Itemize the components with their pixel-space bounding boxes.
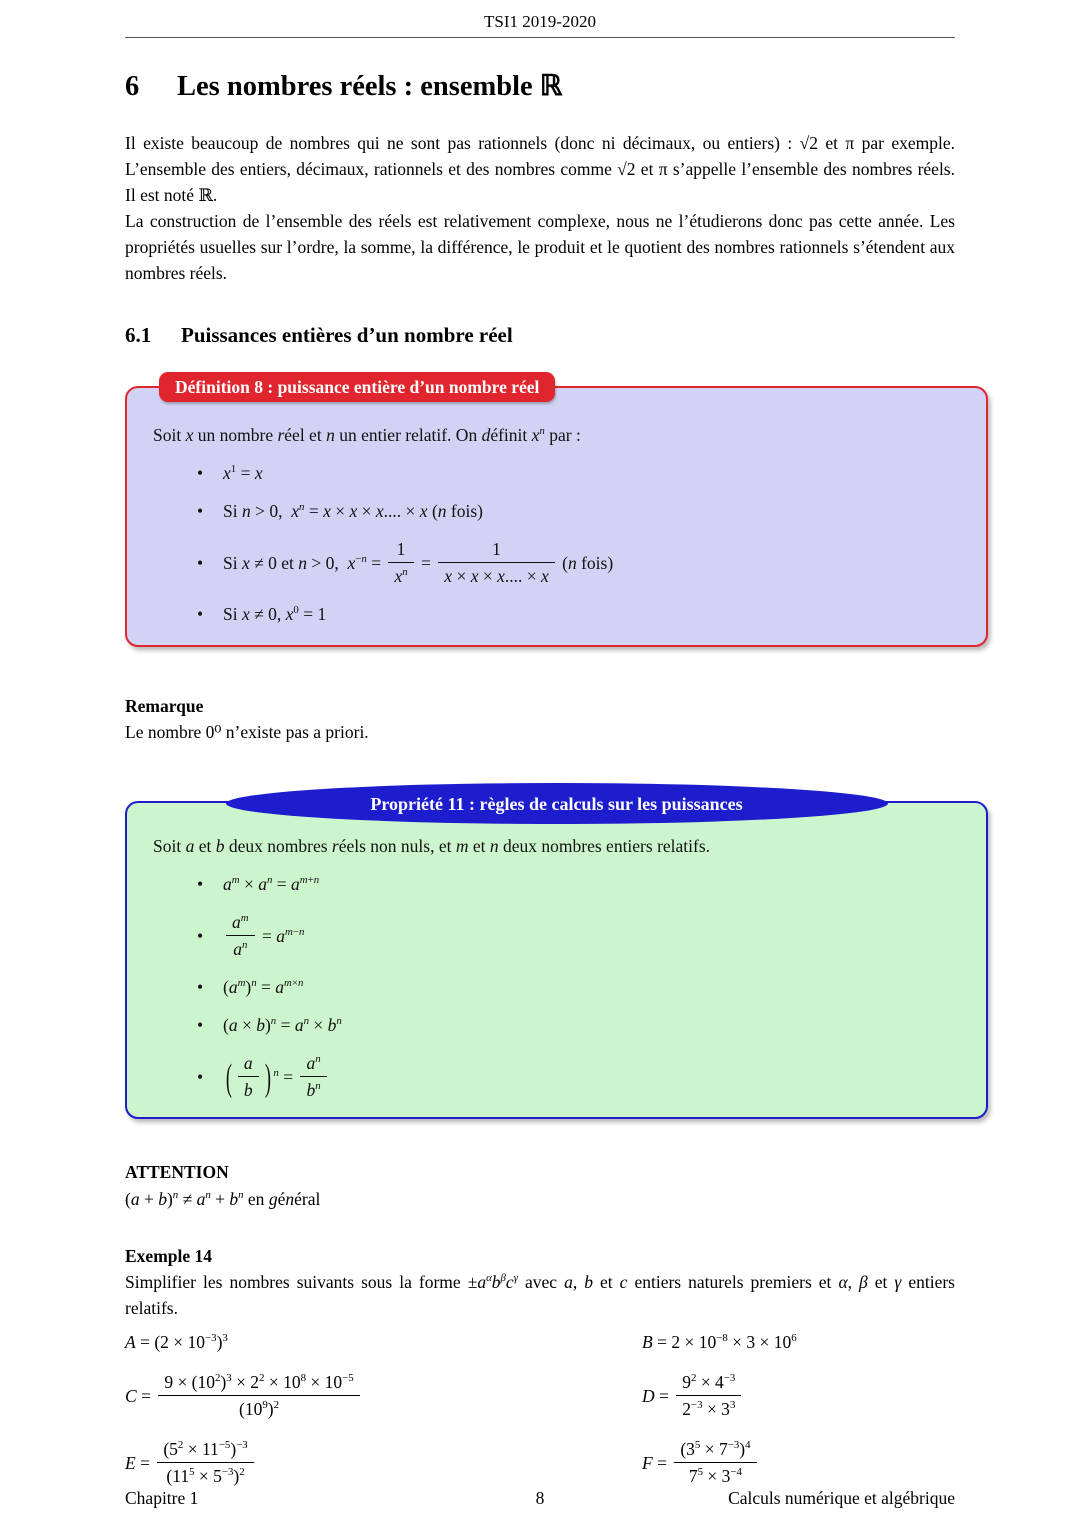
remark-heading: Remarque: [125, 696, 204, 716]
subsection-title: Puissances entières d’un nombre réel: [181, 323, 513, 347]
footer-chapter: Chapitre 1: [125, 1488, 199, 1508]
example-text: Simplifier les nombres suivants sous la forme $\pm a^\alpha b^\beta c^\gamma$ avec a, b et c entiers naturels premiers et α, β et γ entiers relatifs.: [125, 1272, 955, 1318]
definition-item: • $x^1 = x$: [197, 460, 960, 486]
definition-item: • Si n > 0, $x^n = x \times x \times x$.... × x (n fois): [197, 498, 960, 524]
property-item: • $\frac{a^m}{a^n}$ = $a^{m-n}$: [197, 909, 960, 962]
footer-page-number: 8: [535, 1488, 545, 1508]
property-item: • ( $\frac{a}{b}$ ) $^n$ = $\frac{a^n}{b^n}$: [197, 1050, 960, 1103]
definition-badge: Définition 8 : puissance entière d’un nombre réel: [159, 372, 555, 402]
property-item: • $a^m \times a^n = a^{m+n}$: [197, 871, 960, 897]
section-title: Les nombres réels : ensemble ℝ: [177, 71, 563, 102]
example-block: [125, 1243, 955, 1321]
intro-paragraph-1: Il existe beaucoup de nombres qui ne sont pas rationnels (donc ni décimaux, ou entiers) : √2 et π par exemple. L’ensemble des entiers, décimaux, rationnels et des nombres comme √2 et π s’appelle l’ensemble des nombres réels. Il est noté ℝ.: [125, 133, 955, 205]
footer-title: Calculs numérique et algébrique: [728, 1488, 955, 1508]
page-footer: [125, 1485, 955, 1511]
expression-c: C = $\frac{9 \times (10^2)^3 \times 2^2 \times 10^8 \times 10^{-5}}{(10^9)^2}$: [125, 1369, 642, 1422]
property-intro: Soit a et b deux nombres réels non nuls, et m et n deux nombres entiers relatifs.: [153, 836, 711, 856]
expression-a: $A = (2 \times 10^{-3})^3$: [125, 1332, 228, 1352]
property-list: [153, 871, 960, 1103]
header-rule: [125, 37, 955, 38]
remark-text: Le nombre 0⁰ n’existe pas a priori.: [125, 722, 369, 742]
subsection-number: 6.1: [125, 323, 152, 347]
property-badge: Propriété 11 : règles de calculs sur les puissances: [226, 783, 888, 824]
header-title: TSI1 2019-2020: [484, 12, 596, 31]
definition-item: • Si x ≠ 0, $x^0 = 1$: [197, 601, 960, 627]
intro-paragraph-2: La construction de l’ensemble des réels est relativement complexe, nous ne l’étudierons donc pas cette année. Les propriétés usuelles sur l’ordre, la somme, la différence, le produit et le quotient des nombres rationnels s’étendent aux nombres réels.: [125, 211, 955, 283]
example-heading: Exemple 14: [125, 1246, 213, 1266]
expression-f: F = $\frac{(3^5 \times 7^{-3})^4}{7^5 \times 3^{-4}}$: [642, 1436, 955, 1489]
definition-list: [153, 460, 960, 627]
attention-formula: $(a + b)^n \ne a^n + b^n$ en général: [125, 1189, 321, 1209]
remark-block: [125, 693, 955, 745]
definition-intro: Soit x un nombre réel et n un entier relatif. On définit $x^n$ par :: [153, 425, 581, 445]
definition-item: • Si x ≠ 0 et n > 0, $x^{-n}$ = $\frac{1}{x^n}$ = $\frac{1}{x \times x \times x.... \times x}$ (n fois): [197, 536, 960, 589]
definition-box: [125, 377, 988, 647]
subsection-heading: [125, 322, 955, 348]
section-number: 6: [125, 71, 140, 102]
expression-b: $B = 2 \times 10^{-8} \times 3 \times 10^6$: [642, 1332, 797, 1352]
example-expressions: [125, 1329, 955, 1489]
property-item: • $(a \times b)^n = a^n \times b^n$: [197, 1012, 960, 1038]
section-heading: [125, 70, 955, 104]
attention-block: [125, 1159, 955, 1213]
property-box: [125, 793, 988, 1119]
attention-heading: ATTENTION: [125, 1162, 229, 1182]
expression-e: E = $\frac{(5^2 \times 11^{-5})^{-3}}{(11^5 \times 5^{-3})^2}$: [125, 1436, 642, 1489]
property-item: • $(a^m)^n = a^{m\times n}$: [197, 974, 960, 1000]
expression-d: D = $\frac{9^2 \times 4^{-3}}{2^{-3} \times 3^3}$: [642, 1369, 955, 1422]
